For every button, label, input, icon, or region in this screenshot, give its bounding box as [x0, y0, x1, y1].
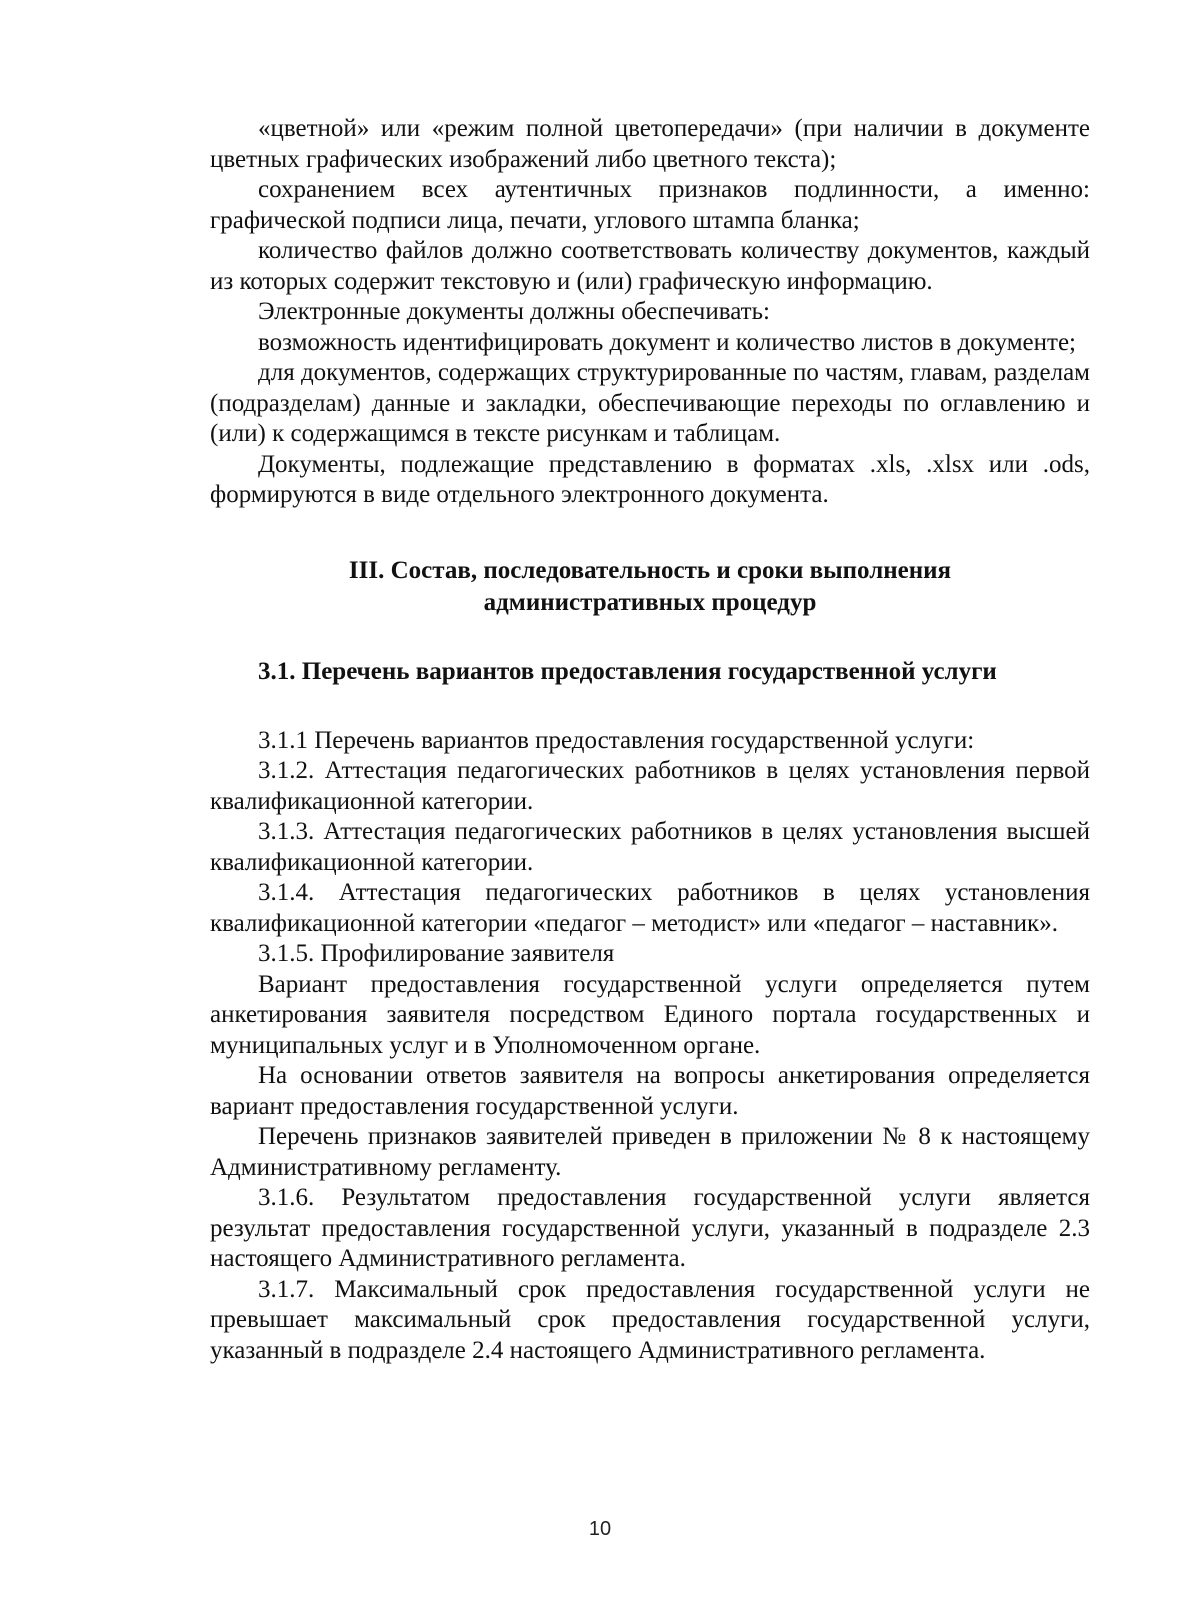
section-paragraph-3-1-1: 3.1.1 Перечень вариантов предоставления государственной услуги: [258, 726, 975, 754]
section-paragraph-3-1-4: 3.1.4. Аттестация педагогических работников в целях установления квалификационной категории «педагог – методист» или «педагог – наставник». [210, 879, 1090, 937]
section-paragraph-3-1-3: 3.1.3. Аттестация педагогических работников в целях установления высшей квалификационной категории. [210, 818, 1090, 876]
section-paragraph-3-1-2: 3.1.2. Аттестация педагогических работников в целях установления первой квалификационной категории. [210, 757, 1090, 815]
section-paragraph-3-1-5: 3.1.5. Профилирование заявителя [258, 940, 615, 967]
page-number: 10 [588, 1518, 612, 1540]
intro-paragraph-color-mode: «цветной» или «режим полной цветопередачи» (при наличии в документе цветных графических изображений либо цветного текста); [210, 115, 1090, 173]
intro-paragraph-authenticity: сохранением всех аутентичных признаков подлинности, а именно: графической подписи лица, печати, углового штампа бланка; [210, 176, 1090, 234]
section-paragraph-applicant-signs: Перечень признаков заявителей приведен в приложении № 8 к настоящему Административному регламенту. [210, 1123, 1090, 1181]
intro-paragraph-structured-docs: для документов, содержащих структурированные по частям, главам, разделам (подразделам) данные и закладки, обеспечивающие переходы по оглавлению и (или) к содержащимся в тексте рисункам и таблицам. [210, 359, 1091, 447]
section-heading [210, 555, 1090, 619]
section-paragraph-variant-definition: Вариант предоставления государственной услуги определяется путем анкетирования заявителя посредством Единого портала государственных и муниципальных услуг и в Уполномоченном органе. [210, 970, 1090, 1059]
section-paragraph-3-1-6: 3.1.6. Результатом предоставления государственной услуги является результат предоставления государственной услуги, указанный в подразделе 2.3 настоящего Административного регламента. [210, 1184, 1090, 1272]
intro-paragraph-identify-document: возможность идентифицировать документ и количество листов в документе; [258, 328, 1076, 356]
section-paragraph-survey-answers: На основании ответов заявителя на вопросы анкетирования определяется вариант предоставления государственной услуги. [210, 1062, 1090, 1120]
intro-paragraph-spreadsheet-formats: Документы, подлежащие представлению в форматах .xls, .xlsx или .ods, формируются в виде отдельного электронного документа. [210, 450, 1090, 508]
intro-paragraph-electronic-docs: Электронные документы должны обеспечивать: [258, 298, 770, 325]
intro-paragraph-file-count: количество файлов должно соответствовать количеству документов, каждый из которых содержит текстовую и (или) графическую информацию. [210, 237, 1090, 295]
section-heading-line-1: III. Состав, последовательность и сроки выполнения [348, 556, 952, 584]
section-paragraph-3-1-7: 3.1.7. Максимальный срок предоставления государственной услуги не превышает максимальный срок предоставления государственной услуги, указанный в подразделе 2.4 настоящего Административного регламента. [210, 1275, 1090, 1364]
sub-heading: 3.1. Перечень вариантов предоставления государственной услуги [258, 657, 997, 685]
document-page [210, 114, 1090, 1366]
section-body [210, 726, 1090, 1367]
section-heading-line-2: административных процедур [483, 588, 817, 616]
